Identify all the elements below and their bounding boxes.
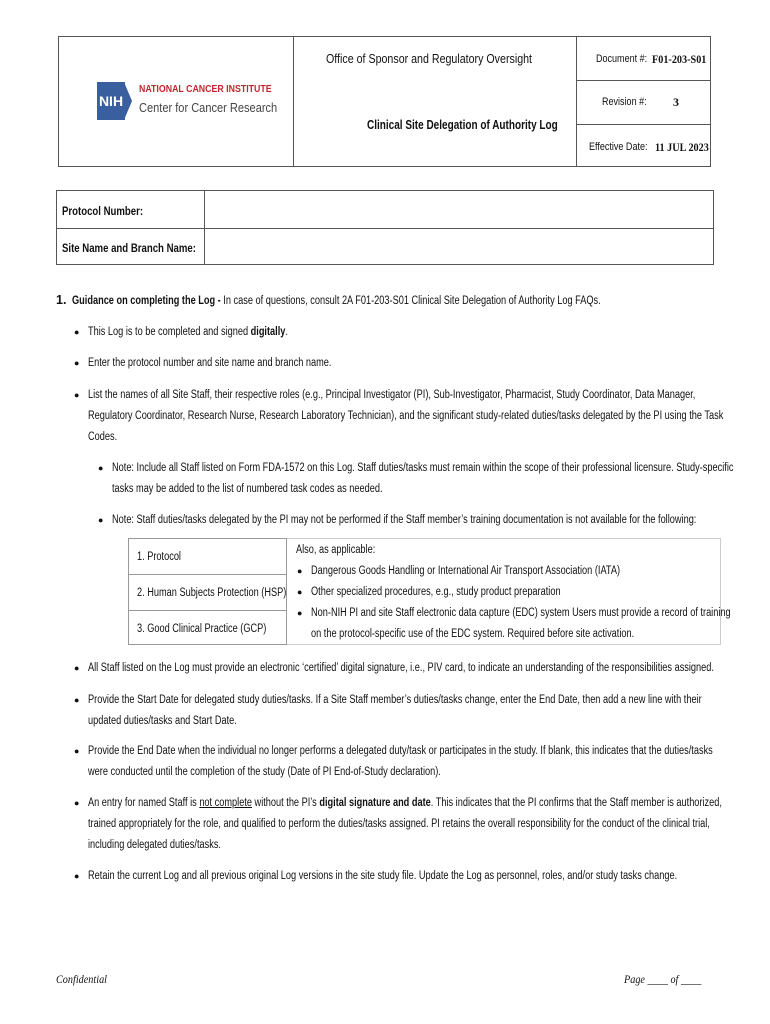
guidance-item-7-line-3: including delegated duties/tasks. <box>88 839 221 851</box>
document-title: Clinical Site Delegation of Authority Log <box>367 118 558 132</box>
guidance-item-3-line-1: List the names of all Site Staff, their respective roles (e.g., Principal Investigator (PI), Sub-Investigator, Pharmacist, Study Coordinator, Data Manager, <box>88 389 696 401</box>
also-item-specialized: Other specialized procedures, e.g., study product preparation <box>311 586 561 598</box>
section-number: 1. <box>56 293 67 307</box>
guidance-item-8: Retain the current Log and all previous original Log versions in the site study file. Update the Log as personnel, roles, and/or study tasks change. <box>88 870 678 882</box>
bullet-icon: ● <box>98 515 104 525</box>
bullet-icon: ● <box>74 798 80 808</box>
guidance-item-1-text: This Log is to be completed and signed <box>88 326 251 338</box>
office-name: Office of Sponsor and Regulatory Oversight <box>326 51 533 66</box>
guidance-item-7-text-a: An entry for named Staff is <box>88 797 200 809</box>
guidance-item-5-line-1: Provide the Start Date for delegated study duties/tasks. If a Site Staff member’s duties/tasks change, enter the End Date, then add a new line with their <box>88 694 702 706</box>
guidance-item-7-text-e: . This indicates that the PI confirms that the Staff member is authorized, <box>430 797 722 809</box>
bullet-icon: ● <box>297 587 303 597</box>
also-item-edc-line-1: Non-NIH PI and site Staff electronic data capture (EDC) system Users must provide a record of training <box>311 607 731 619</box>
site-name-field[interactable] <box>205 229 711 263</box>
guidance-item-1-emphasis: digitally <box>250 326 286 338</box>
revision-value: 3 <box>673 95 679 109</box>
training-item-hsp: 2. Human Subjects Protection (HSP) <box>137 587 287 599</box>
bullet-icon: ● <box>74 746 80 756</box>
site-name-label: Site Name and Branch Name: <box>62 241 196 255</box>
doc-number-value: F01-203-S01 <box>652 52 707 66</box>
ccr-text: Center for Cancer Research <box>139 100 278 115</box>
bullet-icon: ● <box>98 463 104 473</box>
guidance-item-7-line-1 <box>88 793 722 813</box>
training-item-gcp: 3. Good Clinical Practice (GCP) <box>137 623 267 635</box>
guidance-item-1-end: . <box>285 326 288 338</box>
nih-logo <box>97 80 278 124</box>
section-heading-bold: Guidance on completing the Log - <box>72 295 221 307</box>
nih-logo-chevron <box>124 82 132 120</box>
nih-logo-box: NIH <box>97 82 125 120</box>
training-item-protocol: 1. Protocol <box>137 551 181 563</box>
note-2: Note: Staff duties/tasks delegated by the PI may not be performed if the Staff member’s training documentation is not available for the following: <box>112 514 697 526</box>
revision-label: Revision #: <box>602 96 647 108</box>
guidance-item-6-line-2: were conducted until the completion of the study (Date of PI End-of-Study declaration). <box>88 766 441 778</box>
guidance-item-3-line-2: Regulatory Coordinator, Research Nurse, Research Laboratory Technician), and the significant study-related duties/tasks delegated by the PI using the Task <box>88 410 724 422</box>
protocol-number-label: Protocol Number: <box>62 204 144 218</box>
guidance-item-5-line-2: updated duties/tasks and Start Date. <box>88 715 237 727</box>
guidance-item-3-line-3: Codes. <box>88 431 118 443</box>
guidance-item-7-text-c: without the PI’s <box>252 797 320 809</box>
bullet-icon: ● <box>74 327 80 337</box>
footer-confidential: Confidential <box>56 972 107 986</box>
also-item-edc-line-2: on the protocol-specific use of the EDC system. Required before site activation. <box>311 628 635 640</box>
guidance-item-1 <box>88 322 288 342</box>
section-heading <box>72 291 601 311</box>
guidance-item-2: Enter the protocol number and site name and branch name. <box>88 357 332 369</box>
effective-date-value: 11 JUL 2023 <box>655 140 709 154</box>
bullet-icon: ● <box>74 663 80 673</box>
footer-page-number: Page ____ of ____ <box>624 972 702 986</box>
bullet-icon: ● <box>74 695 80 705</box>
effective-date-label: Effective Date: <box>589 141 648 153</box>
note-1-line-1: Note: Include all Staff listed on Form FDA-1572 on this Log. Staff duties/tasks must remain within the scope of their professional licensure. Study-specific <box>112 462 734 474</box>
doc-number-label: Document #: <box>596 53 648 65</box>
bullet-icon: ● <box>297 608 303 618</box>
protocol-number-field[interactable] <box>205 192 711 226</box>
note-1-line-2: tasks may be added to the list of numbered task codes as needed. <box>112 483 383 495</box>
bullet-icon: ● <box>297 566 303 576</box>
bullet-icon: ● <box>74 358 80 368</box>
guidance-item-7-underlined: not complete <box>199 797 252 809</box>
section-heading-rest: In case of questions, consult 2A F01-203-S01 Clinical Site Delegation of Authority Log FAQs. <box>220 295 601 307</box>
also-applicable-label: Also, as applicable: <box>296 544 376 556</box>
guidance-item-7-line-2: trained appropriately for the role, and qualified to perform the duties/tasks assigned. PI retains the overall responsibility for the conduct of the clinical trial, <box>88 818 710 830</box>
guidance-item-7-bold: digital signature and date <box>319 797 431 809</box>
guidance-item-6-line-1: Provide the End Date when the individual no longer performs a delegated duty/task or participates in the study. If blank, this indicates that the duties/tasks <box>88 745 713 757</box>
guidance-item-4: All Staff listed on the Log must provide an electronic ‘certified’ digital signature, i.e., PIV card, to indicate an understanding of the responsibilities assigned. <box>88 662 714 674</box>
bullet-icon: ● <box>74 390 80 400</box>
nci-text: NATIONAL CANCER INSTITUTE <box>139 84 272 95</box>
bullet-icon: ● <box>74 871 80 881</box>
also-item-iata: Dangerous Goods Handling or International Air Transport Association (IATA) <box>311 565 621 577</box>
